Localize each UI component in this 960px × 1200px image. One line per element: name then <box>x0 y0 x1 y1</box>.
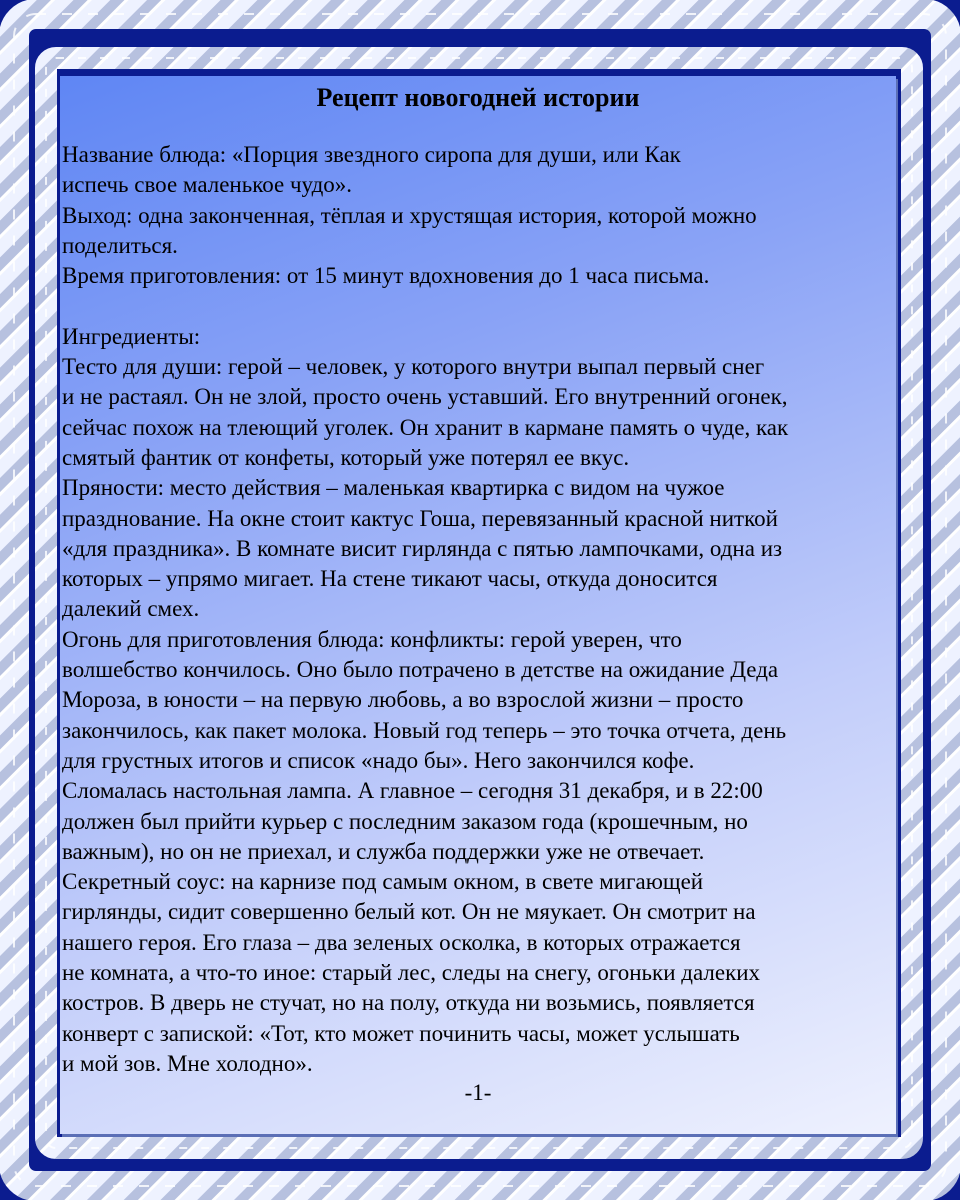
text-line: для грустных итогов и список «надо бы». Него закончился кофе. <box>62 747 695 773</box>
text-line: Название блюда: «Порция звездного сиропа для души, или Как <box>62 142 681 167</box>
text-line: Мороза, в юности – на первую любовь, а во взрослой жизни – просто <box>62 687 744 713</box>
text-line: Время приготовления: от 15 минут вдохновения до 1 часа письма. <box>62 263 710 289</box>
text-line: волшебство кончилось. Оно было потрачено в детстве на ожидание Деда <box>62 657 779 683</box>
text-line: Тесто для души: герой – человек, у которого внутри выпал первый снег <box>62 354 765 380</box>
text-line: закончилось, как пакет молока. Новый год теперь – это точка отчета, день <box>62 717 787 743</box>
page-number: -1- <box>464 1080 492 1105</box>
text-line: смятый фантик от конфеты, который уже потерял ее вкус. <box>62 444 630 470</box>
text-line: Секретный соус: на карнизе под самым окном, в свете мигающей <box>62 869 704 895</box>
text-line: Выход: одна законченная, тёплая и хрустящая история, которой можно <box>62 202 757 228</box>
text-line: костров. В дверь не стучат, но на полу, откуда ни возьмись, появляется <box>62 990 755 1016</box>
text-line: «для праздника». В комнате висит гирлянда с пятью лампочками, одна из <box>62 535 783 561</box>
text-line: Ингредиенты: <box>62 323 201 349</box>
text-line: поделиться. <box>62 232 178 258</box>
text-line: нашего героя. Его глаза – два зеленых осколка, в которых отражается <box>62 929 741 955</box>
text-line: и мой зов. Мне холодно». <box>62 1050 313 1076</box>
recipe-body <box>62 140 894 1079</box>
text-line: сейчас похож на тлеющий уголек. Он хранит в кармане память о чуде, как <box>62 414 789 440</box>
text-line: гирлянды, сидит совершенно белый кот. Он не мяукает. Он смотрит на <box>62 899 756 925</box>
text-line: Огонь для приготовления блюда: конфликты: герой уверен, что <box>62 626 682 652</box>
text-line: испечь свое маленькое чудо». <box>62 172 353 198</box>
recipe-page <box>60 76 896 1134</box>
text-line: конверт с запиской: «Тот, кто может починить часы, может услышать <box>62 1020 740 1046</box>
text-line <box>62 291 894 321</box>
text-line: не комната, а что-то иное: старый лес, следы на снегу, огоньки далеких <box>62 960 761 986</box>
text-line: Пряности: место действия – маленькая квартирка с видом на чужое <box>62 475 725 501</box>
text-line: которых – упрямо мигает. На стене тикают часы, откуда доносится <box>62 566 718 592</box>
text-line: далекий смех. <box>62 596 200 622</box>
text-line: важным), но он не приехал, и служба поддержки уже не отвечает. <box>62 838 705 864</box>
text-line: Сломалась настольная лампа. А главное – сегодня 31 декабря, и в 22:00 <box>62 778 763 804</box>
text-line: должен был прийти курьер с последним заказом года (крошечным, но <box>62 808 748 834</box>
text-line: празднование. На окне стоит кактус Гоша, перевязанный красной ниткой <box>62 505 778 531</box>
text-line: и не растаял. Он не злой, просто очень уставший. Его внутренний огонек, <box>62 384 788 410</box>
page-title: Рецепт новогодней истории <box>316 83 640 112</box>
